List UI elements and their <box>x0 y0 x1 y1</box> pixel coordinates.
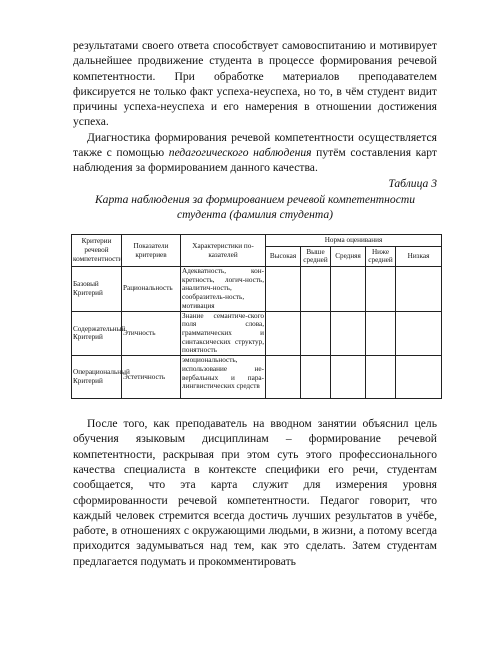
header-level-below-average: Ниже средней <box>366 246 396 266</box>
rating-cell <box>301 311 331 356</box>
criterion-cell: Операциональный Критерий <box>72 356 122 399</box>
paragraph-2 <box>73 130 437 176</box>
table-row <box>72 267 442 312</box>
paragraph-2-emphasis: педагогического наблюдения <box>168 146 312 160</box>
document-page <box>73 38 437 569</box>
rating-cell <box>331 311 366 356</box>
table-header-row-1 <box>72 234 442 246</box>
header-level-high: Высокая <box>266 246 301 266</box>
rating-cell <box>266 311 301 356</box>
rating-cell <box>301 356 331 399</box>
indicator-cell: Рациональность <box>122 267 181 312</box>
header-level-average: Средняя <box>331 246 366 266</box>
rating-cell <box>366 356 396 399</box>
characteristics-cell: эмоциональность, использование не-вербальных и пара-лингвистических средств <box>181 356 266 399</box>
characteristics-cell: Знание семантиче-ского поля слова, грамматических и синтаксических структур, понятность <box>182 311 264 355</box>
table-label: Таблица 3 <box>388 176 437 190</box>
rating-cell <box>396 267 442 312</box>
indicator-cell: Эстетичность <box>122 356 181 399</box>
paragraph-2-text-after: путём составления карт наблюдения за формированием данного качества. <box>73 146 437 175</box>
rating-cell <box>366 267 396 312</box>
table-caption: Карта наблюдения за формированием речевой компетентности студента (фамилия студента) <box>94 192 416 221</box>
header-norm: Норма оценивания <box>266 234 442 246</box>
header-indicators: Показатели критериев <box>122 234 181 266</box>
indicator-cell: Этичность <box>122 311 181 356</box>
table-row <box>72 311 442 356</box>
rating-cell <box>396 311 442 356</box>
rating-cell <box>366 311 396 356</box>
rating-cell <box>331 267 366 312</box>
header-criteria: Критерии речевой компетентности <box>72 234 122 266</box>
paragraph-1: результатами своего ответа способствует самовоспитанию и мотивирует дальнейшее продвижение студента в процессе формирования речевой компетентности. При обработке материалов преподавателем фиксируется не только факт успеха-неуспеха, но то, в чём студент видит причины успеха-неуспеха и его намерения в отношении достижения успеха. <box>73 39 437 129</box>
rating-cell <box>266 356 301 399</box>
rating-cell <box>266 267 301 312</box>
rating-cell <box>301 267 331 312</box>
header-level-low: Низкая <box>396 246 442 266</box>
criterion-cell: Содержательный Критерий <box>72 311 122 356</box>
rating-cell <box>396 356 442 399</box>
observation-table <box>71 234 442 399</box>
paragraph-2-text-before: Диагностика формирования речевой компетентности осуществляется также с помощью <box>73 130 437 160</box>
header-characteristics: Характеристики по-казателей <box>181 234 266 266</box>
rating-cell <box>331 356 366 399</box>
table-row <box>72 356 442 399</box>
characteristics-cell: Адекватность, кон-кретность, логич-ность, аналитич-ность, сообразитель-ность, мотивация <box>182 267 264 310</box>
paragraph-3: После того, как преподаватель на вводном занятии объяснил цель обучения языковым дисциплинам – формирование речевой компетентности, раскрывая при этом суть этого профессионального качества специалиста в контексте специфики его речи, студентам сообщается, что эта карта служит для измерения уровня сформированности речевой компетентности. Педагог говорит, что каждый человек стремится всегда достичь лучших результатов в учёбе, работе, в отношениях с окружающими людьми, в жизни, а потому всегда приходится задумываться над тем, как это сделать. Затем студентам предлагается подумать и прокомментировать <box>73 417 437 568</box>
header-level-above-average: Выше средней <box>301 246 331 266</box>
criterion-cell: Базовый Критерий <box>72 267 122 312</box>
